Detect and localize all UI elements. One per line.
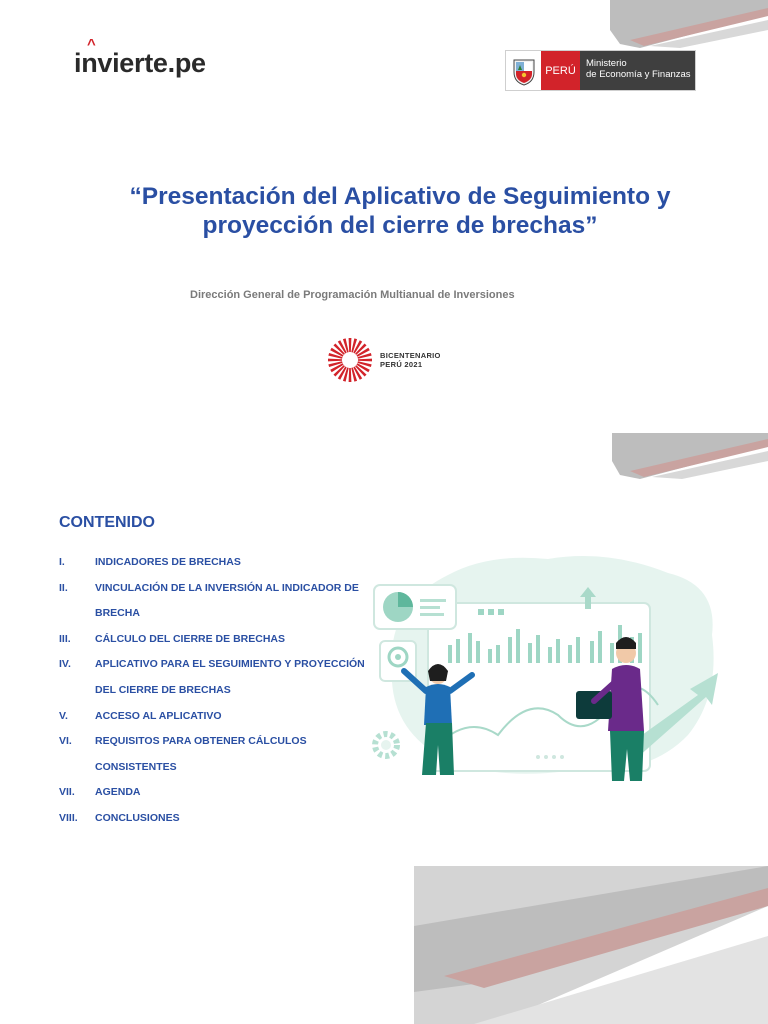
toc-text: VINCULACIÓN DE LA INVERSIÓN AL INDICADOR DE BRECHA <box>95 581 359 620</box>
peru-coat-of-arms-icon <box>506 51 541 90</box>
toc-number: IV. <box>59 658 71 671</box>
toc-text: AGENDA <box>95 786 141 799</box>
ministry-name <box>580 51 695 90</box>
toc-number: III. <box>59 632 71 645</box>
peru-label: PERÚ <box>541 51 580 90</box>
bicentenario-line-1: BICENTENARIO <box>380 351 441 360</box>
toc-number: II. <box>59 581 68 594</box>
toc-number: VII. <box>59 786 75 799</box>
next-slide-fragment <box>0 866 768 1024</box>
toc-item <box>59 576 369 627</box>
analytics-illustration <box>368 545 728 789</box>
contents-slide <box>0 433 768 865</box>
toc-item <box>59 550 369 576</box>
ministry-line-1: Ministerio <box>586 58 627 69</box>
corner-ribbon-decoration <box>610 0 768 48</box>
caret-icon: ^ <box>87 36 96 53</box>
bottom-ribbon-decoration <box>414 866 768 1024</box>
toc-item <box>59 780 369 806</box>
tablet-graphic <box>576 691 612 719</box>
toc-number: V. <box>59 709 68 722</box>
toc-item <box>59 652 369 703</box>
toc-text: CÁLCULO DEL CIERRE DE BRECHAS <box>95 632 285 645</box>
presentation-subtitle: Dirección General de Programación Multianual de Inversiones <box>190 289 515 301</box>
bicentenario-text <box>380 351 441 369</box>
toc-number: I. <box>59 556 65 568</box>
bicentenario-sunburst-icon <box>326 336 374 384</box>
toc-number: VI. <box>59 735 72 748</box>
toc-number: VIII. <box>59 811 78 824</box>
title-slide <box>0 0 768 432</box>
presentation-title: “Presentación del Aplicativo de Seguimiento y proyección del cierre de brechas” <box>129 183 671 239</box>
table-of-contents <box>59 550 369 832</box>
toc-item <box>59 806 369 832</box>
bicentenario-line-2: PERÚ 2021 <box>380 360 423 369</box>
ministry-line-2: de Economía y Finanzas <box>586 69 691 80</box>
contents-heading: CONTENIDO <box>59 514 155 531</box>
toc-text: REQUISITOS PARA OBTENER CÁLCULOS CONSISTENTES <box>95 735 307 773</box>
toc-item <box>59 704 369 730</box>
toc-text: ACCESO AL APLICATIVO <box>95 709 222 722</box>
corner-ribbon-decoration <box>612 433 768 479</box>
toc-text: INDICADORES DE BRECHAS <box>95 556 241 568</box>
toc-item <box>59 729 369 780</box>
toc-text: CONCLUSIONES <box>95 811 180 824</box>
mef-logo <box>505 50 696 91</box>
toc-item <box>59 627 369 653</box>
bicentenario-logo <box>326 336 441 384</box>
toc-text: APLICATIVO PARA EL SEGUIMIENTO Y PROYECCIÓN DEL CIERRE DE BRECHAS <box>95 658 365 696</box>
invierte-pe-logo <box>74 36 206 79</box>
logo-text: invierte.pe <box>74 48 206 78</box>
